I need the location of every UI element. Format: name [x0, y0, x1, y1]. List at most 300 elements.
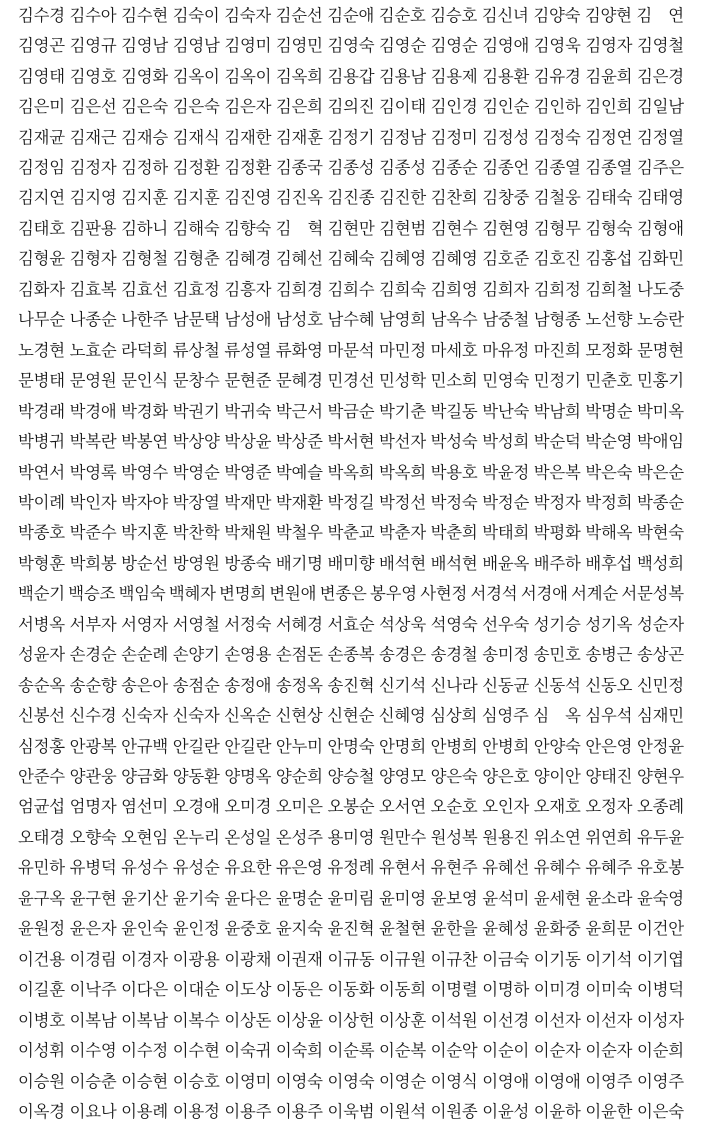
name-entry: 김재식 — [172, 127, 220, 147]
name-entry: 김정연 — [585, 127, 633, 147]
name-entry: 신숙자 — [121, 706, 168, 726]
name-row — [18, 521, 684, 547]
name-row — [18, 673, 684, 699]
name-entry: 양이안 — [533, 767, 581, 787]
name-entry: 이규동 — [327, 949, 375, 969]
name-entry: 마진희 — [533, 340, 581, 360]
name-entry: 민소희 — [430, 371, 478, 391]
name-entry: 박정순 — [482, 492, 530, 512]
name-entry: 박미옥 — [636, 401, 684, 421]
name-entry: 오향숙 — [69, 827, 117, 847]
name-entry: 안정윤 — [636, 736, 684, 756]
name-entry: 김은희 — [275, 97, 323, 117]
name-entry: 배미향 — [327, 553, 375, 573]
name-entry: 안누미 — [275, 736, 323, 756]
name-entry: 이동희 — [379, 980, 426, 1000]
name-entry: 박지훈 — [121, 523, 169, 543]
name-entry: 윤인숙 — [121, 919, 169, 939]
name-entry: 윤희문 — [585, 919, 633, 939]
name-entry: 김흥자 — [224, 279, 272, 299]
name-entry: 김은숙 — [172, 97, 220, 117]
name-entry: 김종열 — [585, 158, 633, 178]
name-entry: 성순자 — [636, 614, 684, 634]
name-entry: 이경자 — [121, 949, 169, 969]
name-entry: 이원종 — [430, 1101, 478, 1121]
name-entry: 송경철 — [430, 645, 478, 665]
name-entry: 박금순 — [327, 401, 375, 421]
name-entry: 신수경 — [69, 706, 117, 726]
name-entry: 변종은 — [319, 584, 367, 604]
name-entry: 심 옥 — [533, 706, 581, 726]
name-entry: 안은영 — [585, 736, 633, 756]
name-entry: 김양현 — [584, 5, 632, 25]
name-entry: 나무순 — [18, 310, 65, 330]
name-entry: 이승현 — [121, 1071, 169, 1091]
name-entry: 박찬학 — [172, 523, 220, 543]
name-entry: 이기엽 — [636, 949, 684, 969]
name-entry: 마유정 — [482, 340, 530, 360]
name-entry: 신숙자 — [172, 706, 220, 726]
name-entry: 박희봉 — [69, 553, 117, 573]
name-entry: 이건용 — [18, 949, 65, 969]
name-entry: 이승호 — [172, 1071, 220, 1091]
name-entry: 이복수 — [172, 1010, 220, 1030]
name-entry: 김영욱 — [533, 36, 581, 56]
name-entry: 김희수 — [327, 279, 375, 299]
name-entry: 이승춘 — [69, 1071, 117, 1091]
name-row — [18, 94, 684, 120]
name-entry: 이상돈 — [224, 1010, 272, 1030]
name-entry: 이도상 — [224, 980, 272, 1000]
name-entry: 손순례 — [121, 645, 169, 665]
name-entry: 서영철 — [172, 614, 220, 634]
name-entry: 이광채 — [224, 949, 272, 969]
name-entry: 박경화 — [121, 401, 169, 421]
name-entry: 이복남 — [69, 1010, 117, 1030]
name-entry: 이선자 — [585, 1010, 633, 1030]
name-entry: 이순희 — [636, 1041, 684, 1061]
name-entry: 문창수 — [172, 371, 220, 391]
name-row — [18, 399, 684, 425]
name-entry: 이영주 — [636, 1071, 684, 1091]
name-entry: 박권기 — [172, 401, 220, 421]
name-entry: 김용남 — [379, 66, 426, 86]
name-entry: 엄균섭 — [18, 797, 65, 817]
name-entry: 김수경 — [18, 5, 65, 25]
name-entry: 김형자 — [69, 249, 117, 269]
name-entry: 김혜선 — [275, 249, 323, 269]
name-entry: 양관웅 — [69, 767, 117, 787]
name-entry: 석영숙 — [430, 614, 478, 634]
name-entry: 김정미 — [430, 127, 478, 147]
name-entry: 김영규 — [69, 36, 117, 56]
name-entry: 손종복 — [327, 645, 375, 665]
name-entry: 김영민 — [275, 36, 323, 56]
name-entry: 방종숙 — [224, 553, 272, 573]
name-entry: 마민정 — [379, 340, 426, 360]
name-entry: 윤소라 — [585, 888, 633, 908]
name-row — [18, 1038, 684, 1064]
name-entry: 김태숙 — [585, 188, 633, 208]
name-entry: 오태경 — [18, 827, 65, 847]
name-entry: 윤원정 — [18, 919, 65, 939]
name-entry: 윤명순 — [275, 888, 323, 908]
name-entry: 박평화 — [533, 523, 581, 543]
name-entry: 송경은 — [379, 645, 426, 665]
name-row — [18, 368, 684, 394]
name-entry: 마세호 — [430, 340, 478, 360]
name-entry: 위소연 — [533, 827, 581, 847]
name-entry: 이석원 — [430, 1010, 478, 1030]
name-entry: 이낙주 — [69, 980, 117, 1000]
name-row — [18, 186, 684, 212]
name-entry: 서경석 — [470, 584, 518, 604]
name-entry: 김은선 — [69, 97, 117, 117]
name-entry: 김은자 — [224, 97, 272, 117]
name-entry: 민영숙 — [482, 371, 530, 391]
name-entry: 윤석미 — [482, 888, 530, 908]
name-entry: 박현숙 — [636, 523, 684, 543]
name-entry: 이순복 — [379, 1041, 426, 1061]
name-entry: 김호진 — [533, 249, 581, 269]
name-entry: 윤진혁 — [327, 919, 375, 939]
name-entry: 김해숙 — [172, 218, 220, 238]
name-entry: 김정하 — [121, 158, 169, 178]
name-entry: 김 혁 — [275, 218, 324, 238]
name-entry: 안명희 — [379, 736, 426, 756]
name-entry: 김하니 — [121, 218, 168, 238]
name-entry: 김홍섭 — [585, 249, 633, 269]
name-entry: 사현정 — [420, 584, 468, 604]
name-entry: 박병귀 — [18, 432, 65, 452]
name-entry: 김희숙 — [379, 279, 426, 299]
name-entry: 박귀숙 — [224, 401, 272, 421]
name-entry: 남영희 — [379, 310, 426, 330]
name-entry: 박옥희 — [379, 462, 426, 482]
name-entry: 박영준 — [224, 462, 272, 482]
name-entry: 김진한 — [379, 188, 426, 208]
name-entry: 유혜선 — [482, 858, 530, 878]
name-entry: 백임숙 — [118, 584, 166, 604]
name-entry: 김재근 — [69, 127, 117, 147]
name-row — [18, 1099, 684, 1125]
name-entry: 엄명자 — [69, 797, 117, 817]
name-entry: 심우석 — [585, 706, 633, 726]
name-entry: 이수현 — [172, 1041, 220, 1061]
name-entry: 김수아 — [69, 5, 117, 25]
name-entry: 윤미림 — [327, 888, 375, 908]
name-entry: 양명옥 — [224, 767, 272, 787]
name-entry: 석상욱 — [379, 614, 426, 634]
name-entry: 김숙이 — [172, 5, 220, 25]
name-entry: 윤구옥 — [18, 888, 65, 908]
name-entry: 이성휘 — [18, 1041, 65, 1061]
name-entry: 남옥수 — [430, 310, 478, 330]
name-entry: 안길란 — [172, 736, 220, 756]
name-entry: 봉우영 — [369, 584, 417, 604]
name-entry: 양영모 — [379, 767, 426, 787]
name-entry: 김형무 — [533, 218, 581, 238]
name-row — [18, 125, 684, 151]
name-entry: 서문성복 — [621, 584, 684, 604]
name-entry: 박춘자 — [379, 523, 426, 543]
name-entry: 김희영 — [430, 279, 478, 299]
name-entry: 김화자 — [18, 279, 65, 299]
name-entry: 김양숙 — [533, 5, 581, 25]
name-entry: 신기석 — [379, 675, 426, 695]
name-entry: 남문택 — [172, 310, 220, 330]
name-entry: 변원애 — [269, 584, 317, 604]
name-entry: 김영남 — [121, 36, 169, 56]
name-entry: 김정남 — [379, 127, 426, 147]
name-entry: 서영자 — [121, 614, 169, 634]
name-entry: 김재한 — [224, 127, 272, 147]
name-entry: 김종성 — [379, 158, 426, 178]
name-entry: 이순자 — [585, 1041, 633, 1061]
name-entry: 유성순 — [172, 858, 220, 878]
name-row — [18, 947, 684, 973]
name-entry: 김진종 — [327, 188, 375, 208]
name-entry: 이미숙 — [585, 980, 633, 1000]
name-entry: 박윤정 — [482, 462, 530, 482]
name-row — [18, 33, 684, 59]
name-entry: 성윤자 — [18, 645, 65, 665]
name-entry: 이명하 — [482, 980, 530, 1000]
name-row — [18, 429, 684, 455]
name-entry: 김의진 — [327, 97, 375, 117]
name-entry: 이윤성 — [482, 1101, 530, 1121]
name-entry: 윤숙영 — [636, 888, 684, 908]
name-entry: 이병덕 — [636, 980, 684, 1000]
name-row — [18, 247, 684, 273]
name-entry: 오종례 — [636, 797, 684, 817]
name-entry: 배후섭 — [585, 553, 633, 573]
name-entry: 김영호 — [69, 66, 117, 86]
name-entry: 민정기 — [533, 371, 581, 391]
name-entry: 김영곤 — [18, 36, 65, 56]
name-entry: 윤세현 — [533, 888, 581, 908]
name-entry: 이윤한 — [585, 1101, 633, 1121]
name-entry: 이순자 — [533, 1041, 581, 1061]
name-entry: 김형윤 — [18, 249, 65, 269]
name-entry: 서계순 — [571, 584, 618, 604]
name-entry: 나종순 — [69, 310, 117, 330]
name-entry: 김현영 — [482, 218, 530, 238]
name-entry: 박선자 — [379, 432, 426, 452]
name-entry: 신현순 — [327, 706, 375, 726]
name-entry: 김혜경 — [224, 249, 272, 269]
name-entry: 김용환 — [482, 66, 530, 86]
name-entry: 유민하 — [18, 858, 65, 878]
name-entry: 류상철 — [172, 340, 220, 360]
name-entry: 김찬희 — [430, 188, 478, 208]
name-entry: 심정홍 — [18, 736, 65, 756]
name-entry: 박용호 — [430, 462, 478, 482]
name-entry: 박채원 — [224, 523, 272, 543]
name-entry: 양태진 — [585, 767, 633, 787]
name-entry: 박은복 — [533, 462, 581, 482]
name-entry: 신옥순 — [224, 706, 272, 726]
name-entry: 김순애 — [327, 5, 375, 25]
name-entry: 윤기산 — [121, 888, 169, 908]
name-entry: 김정열 — [636, 127, 684, 147]
name-entry: 서경애 — [520, 584, 568, 604]
name-entry: 이동화 — [327, 980, 375, 1000]
name-entry: 염선미 — [121, 797, 169, 817]
name-entry: 오미은 — [275, 797, 323, 817]
name-entry: 김일남 — [636, 97, 684, 117]
name-entry: 김인경 — [430, 97, 478, 117]
name-entry: 김재균 — [18, 127, 65, 147]
name-entry: 김지연 — [18, 188, 65, 208]
name-entry: 나한주 — [121, 310, 169, 330]
name-entry: 신동균 — [482, 675, 530, 695]
name-entry: 신나라 — [430, 675, 478, 695]
name-entry: 심상희 — [430, 706, 478, 726]
name-entry: 윤혜성 — [482, 919, 530, 939]
name-entry: 김정성 — [482, 127, 530, 147]
name-entry: 박성희 — [482, 432, 530, 452]
name-entry: 온성일 — [224, 827, 272, 847]
name-entry: 이윤하 — [533, 1101, 581, 1121]
name-entry: 원만수 — [379, 827, 426, 847]
name-entry: 유혜주 — [585, 858, 633, 878]
name-entry: 원성복 — [430, 827, 478, 847]
name-entry: 김영순 — [430, 36, 478, 56]
name-entry: 문혜경 — [275, 371, 323, 391]
name-entry: 이요나 — [69, 1101, 117, 1121]
name-entry: 박남희 — [533, 401, 581, 421]
name-entry: 김영철 — [636, 36, 684, 56]
name-entry: 김영남 — [172, 36, 220, 56]
name-entry: 이기동 — [533, 949, 581, 969]
name-entry: 김인순 — [482, 97, 530, 117]
name-entry: 김정기 — [327, 127, 375, 147]
name-entry: 이은숙 — [636, 1101, 684, 1121]
name-entry: 오봉순 — [327, 797, 375, 817]
name-entry: 김순선 — [275, 5, 323, 25]
name-entry: 김정숙 — [533, 127, 581, 147]
name-entry: 김용제 — [430, 66, 478, 86]
name-entry: 손영용 — [224, 645, 272, 665]
name-entry: 김희경 — [275, 279, 323, 299]
name-entry: 이숙귀 — [224, 1041, 272, 1061]
name-entry: 이용주 — [275, 1101, 323, 1121]
name-row — [18, 977, 684, 1003]
name-entry: 노경현 — [18, 340, 65, 360]
name-entry: 박상양 — [172, 432, 220, 452]
name-entry: 선우숙 — [482, 614, 530, 634]
name-entry: 박정희 — [585, 492, 633, 512]
name-entry: 류화영 — [275, 340, 323, 360]
name-entry: 유혜수 — [533, 858, 581, 878]
name-entry: 양순희 — [275, 767, 323, 787]
name-entry: 유병덕 — [69, 858, 117, 878]
name-entry: 박애임 — [636, 432, 684, 452]
name-entry: 김효정 — [172, 279, 220, 299]
name-entry: 이영애 — [533, 1071, 581, 1091]
name-entry: 김승호 — [430, 5, 478, 25]
name-entry: 김창중 — [482, 188, 530, 208]
name-row — [18, 856, 684, 882]
name-entry: 이순이 — [482, 1041, 530, 1061]
name-entry: 김희정 — [533, 279, 581, 299]
name-entry: 이영숙 — [327, 1071, 375, 1091]
name-entry: 이규찬 — [430, 949, 478, 969]
name-entry: 신동오 — [585, 675, 633, 695]
name-entry: 박준수 — [69, 523, 117, 543]
name-entry: 박경애 — [69, 401, 117, 421]
name-entry: 양현우 — [636, 767, 684, 787]
name-entry: 김정환 — [172, 158, 220, 178]
name-entry: 김효복 — [69, 279, 117, 299]
name-entry: 김혜영 — [430, 249, 478, 269]
name-entry: 박영수 — [121, 462, 169, 482]
name-entry: 이영미 — [224, 1071, 272, 1091]
name-row — [18, 642, 684, 668]
name-entry: 박장열 — [172, 492, 220, 512]
name-row — [18, 3, 684, 29]
name-entry: 김순호 — [378, 5, 426, 25]
name-entry: 윤중호 — [224, 919, 272, 939]
name-entry: 송순옥 — [18, 675, 65, 695]
name-entry: 용미영 — [327, 827, 375, 847]
name-entry: 김영순 — [379, 36, 426, 56]
name-entry: 배주하 — [533, 553, 581, 573]
name-entry: 이다은 — [121, 980, 169, 1000]
name-entry: 김영화 — [121, 66, 169, 86]
name-entry: 김지훈 — [121, 188, 169, 208]
name-entry: 오인자 — [482, 797, 530, 817]
name-entry: 이기석 — [585, 949, 633, 969]
name-entry: 김지훈 — [172, 188, 220, 208]
name-entry: 윤기숙 — [172, 888, 220, 908]
name-row — [18, 886, 684, 912]
name-row — [18, 917, 684, 943]
name-entry: 이경림 — [69, 949, 117, 969]
name-entry: 유요한 — [224, 858, 272, 878]
name-entry: 김종성 — [327, 158, 375, 178]
name-entry: 이금숙 — [482, 949, 530, 969]
name-entry: 이용정 — [172, 1101, 220, 1121]
name-entry: 윤다은 — [224, 888, 272, 908]
name-entry: 김은경 — [636, 66, 684, 86]
name-entry: 김희철 — [585, 279, 633, 299]
name-entry: 윤인정 — [172, 919, 220, 939]
name-entry: 박상윤 — [224, 432, 272, 452]
name-entry: 윤철현 — [379, 919, 426, 939]
name-entry: 안준수 — [18, 767, 65, 787]
name-entry: 이수영 — [69, 1041, 117, 1061]
name-entry: 김정자 — [69, 158, 117, 178]
name-entry: 김재훈 — [275, 127, 323, 147]
name-entry: 신봉선 — [18, 706, 65, 726]
name-row — [18, 551, 684, 577]
name-entry: 안광복 — [69, 736, 117, 756]
name-entry: 김현만 — [327, 218, 375, 238]
name-entry: 서부자 — [69, 614, 117, 634]
name-entry: 라덕희 — [121, 340, 169, 360]
name-entry: 이상훈 — [379, 1010, 426, 1030]
name-entry: 이영숙 — [275, 1071, 323, 1091]
name-entry: 김정임 — [18, 158, 65, 178]
name-entry: 박종호 — [18, 523, 65, 543]
name-entry: 박자야 — [121, 492, 169, 512]
name-entry: 박명순 — [585, 401, 633, 421]
name-entry: 서혜경 — [275, 614, 323, 634]
name-entry: 박재환 — [275, 492, 323, 512]
name-entry: 김수현 — [121, 5, 168, 25]
